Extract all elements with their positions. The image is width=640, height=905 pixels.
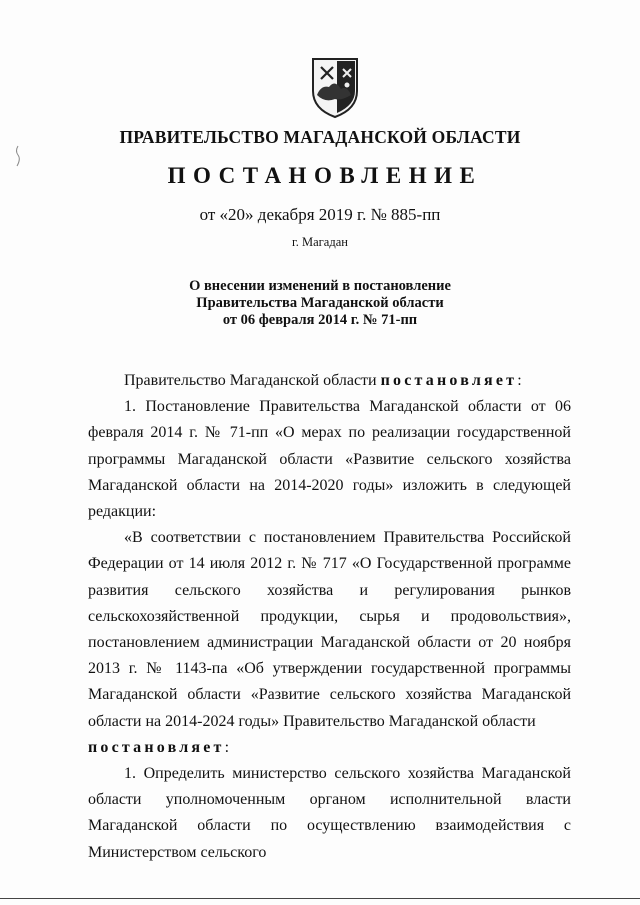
p2-suffix: : [224, 738, 230, 756]
subject-line-2: Правительства Магаданской области [196, 295, 444, 311]
intro-spaced-word: постановляет [380, 372, 518, 389]
coat-of-arms-icon [307, 55, 363, 119]
subject-line-1: О внесении изменений в постановление [189, 278, 451, 294]
paragraph-3: 1. Определить министерство сельского хозяйства Магаданской области уполномоченным органом исполнительной власти Магаданской области по осуществлению взаимодействия с Министерством сельского [88, 765, 571, 861]
paragraph-1: 1. Постановление Правительства Магаданской области от 06 февраля 2014 г. № 71-пп «О мерах по реализации государственной программы Магаданской области «Развитие сельского хозяйства Магаданской области на 2014-2020 годы» изложить в следующей редакции: [88, 398, 571, 521]
paragraph-2-ending [88, 735, 571, 761]
intro-paragraph [88, 368, 571, 394]
intro-suffix: : [517, 372, 522, 389]
intro-prefix: Правительство Магаданской области [124, 372, 381, 389]
document-subject [0, 278, 640, 329]
date-number: от «20» декабря 2019 г. № 885-пп [199, 205, 441, 224]
city: г. Магадан [292, 235, 348, 249]
document-type-title: ПОСТАНОВЛЕНИЕ [167, 163, 483, 188]
organization-title: ПРАВИТЕЛЬСТВО МАГАДАНСКОЙ ОБЛАСТИ [119, 127, 521, 147]
page-bottom-edge [0, 898, 640, 899]
p2-spaced-word: постановляет [88, 738, 225, 756]
document-body [88, 368, 571, 866]
paragraph-2: «В соответствии с постановлением Правительства Российской Федерации от 14 июля 2012 г. № 717 «О Государственной программе развития сельского хозяйства и регулирования рынков сельскохозяйственной продукции, сырья и продовольствия», постановлением администрации Магаданской области от 20 ноября 2013 г. № 1143-па «Об утверждении государственной программы Магаданской области «Развитие сельского хозяйства Магаданской области на 2014-2024 годы» Правительство Магаданской области [88, 529, 571, 730]
subject-line-3: от 06 февраля 2014 г. № 71-пп [222, 312, 418, 328]
